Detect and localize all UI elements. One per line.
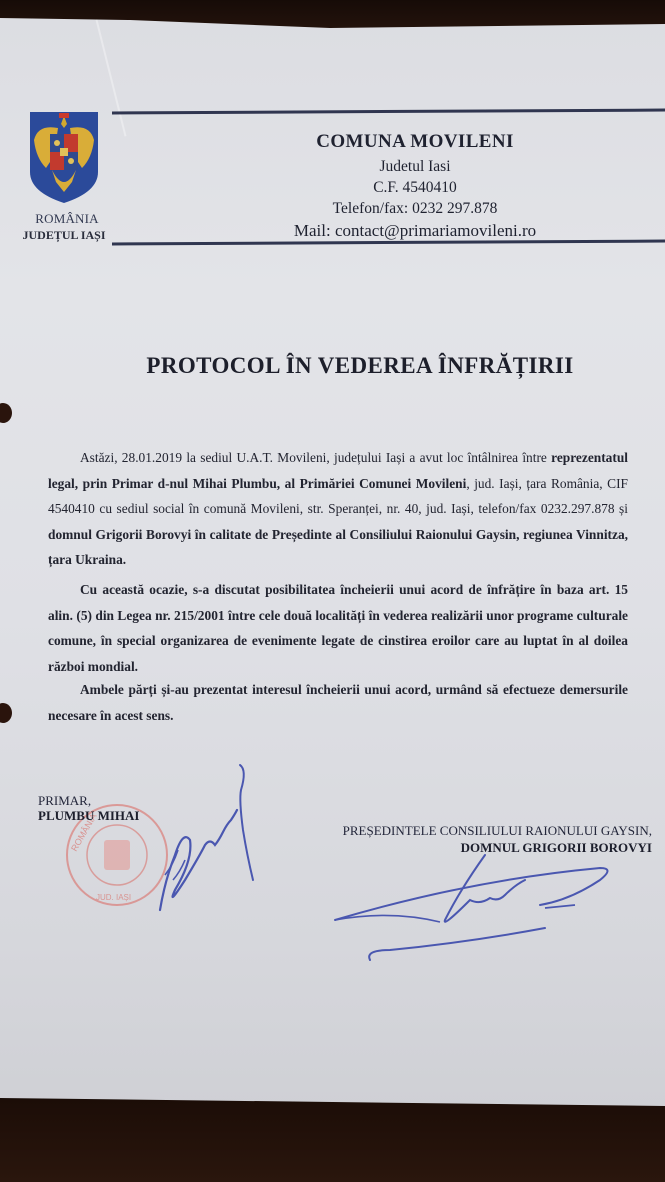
- paragraph-interest: Ambele părți și-au prezentat interesul încheierii unui acord, urmând să efectueze demersurile necesare în acest sens.: [48, 682, 628, 723]
- paragraph-text-bold: reprezentatul legal, prin Primar d-nul Mihai Plumbu, al Primăriei Comunei Movileni: [48, 450, 628, 491]
- paragraph-text: Astăzi, 28.01.2019 la sediul U.A.T. Movileni, județului Iași a avut loc întâlnirea între: [80, 450, 552, 465]
- phone-fax: Telefon/fax: 0232 297.878: [332, 200, 498, 217]
- signatory-left-role: PRIMAR,: [38, 793, 92, 808]
- signatory-right-role: PREȘEDINTELE CONSILIULUI RAIONULUI GAYSIN,: [342, 823, 652, 838]
- signature-mayor-icon: [145, 760, 265, 930]
- paragraph-text: , jud. Iași, țara România, CIF 4540410 cu sediul social în comună Movileni, str. Speranței, nr. 40, jud. Iași, telefon/fax 0232.297.878 și: [48, 475, 628, 517]
- organization-name: COMUNA MOVILENI: [316, 131, 514, 152]
- county-line: Judetul Iasi: [379, 158, 451, 175]
- paragraph-meeting: [48, 445, 628, 573]
- paragraph-agreement: Cu această ocazie, s-a discutat posibilitatea încheierii unui acord de înfrățire în baza art. 15 alin. (5) din Legea nr. 215/2001 între cele două localități în vederea realizării unor programe culturale comune, în special organizarea de evenimente legate de cinstirea eroilor care au luptat în al doilea război mondial.: [48, 582, 628, 674]
- crest-label-county: JUDEȚUL IAȘI: [22, 228, 106, 242]
- signatory-right-name: DOMNUL GRIGORII BOROVYI: [460, 840, 652, 855]
- signatory-left-name: PLUMBU MIHAI: [38, 808, 140, 823]
- signature-president-icon: [330, 850, 630, 970]
- crest-label-country: ROMÂNIA: [35, 211, 99, 226]
- romania-coat-of-arms-icon: [28, 110, 100, 205]
- letterhead: [230, 128, 600, 242]
- fiscal-code: C.F. 4540410: [373, 179, 457, 196]
- photo-background-bottom: [0, 1100, 665, 1182]
- document-title: PROTOCOL ÎN VEDEREA ÎNFRĂȚIRII: [146, 353, 574, 378]
- email-address: Mail: contact@primariamovileni.ro: [293, 221, 537, 240]
- svg-text:JUD. IAȘI: JUD. IAȘI: [96, 893, 132, 902]
- paragraph-text-bold: domnul Grigorii Borovyi în calitate de Președinte al Consiliului Raionului Gaysin, regiunea Vinnitza, țara Ukraina.: [48, 526, 628, 568]
- svg-text:ROMÂNIA: ROMÂNIA: [69, 811, 99, 853]
